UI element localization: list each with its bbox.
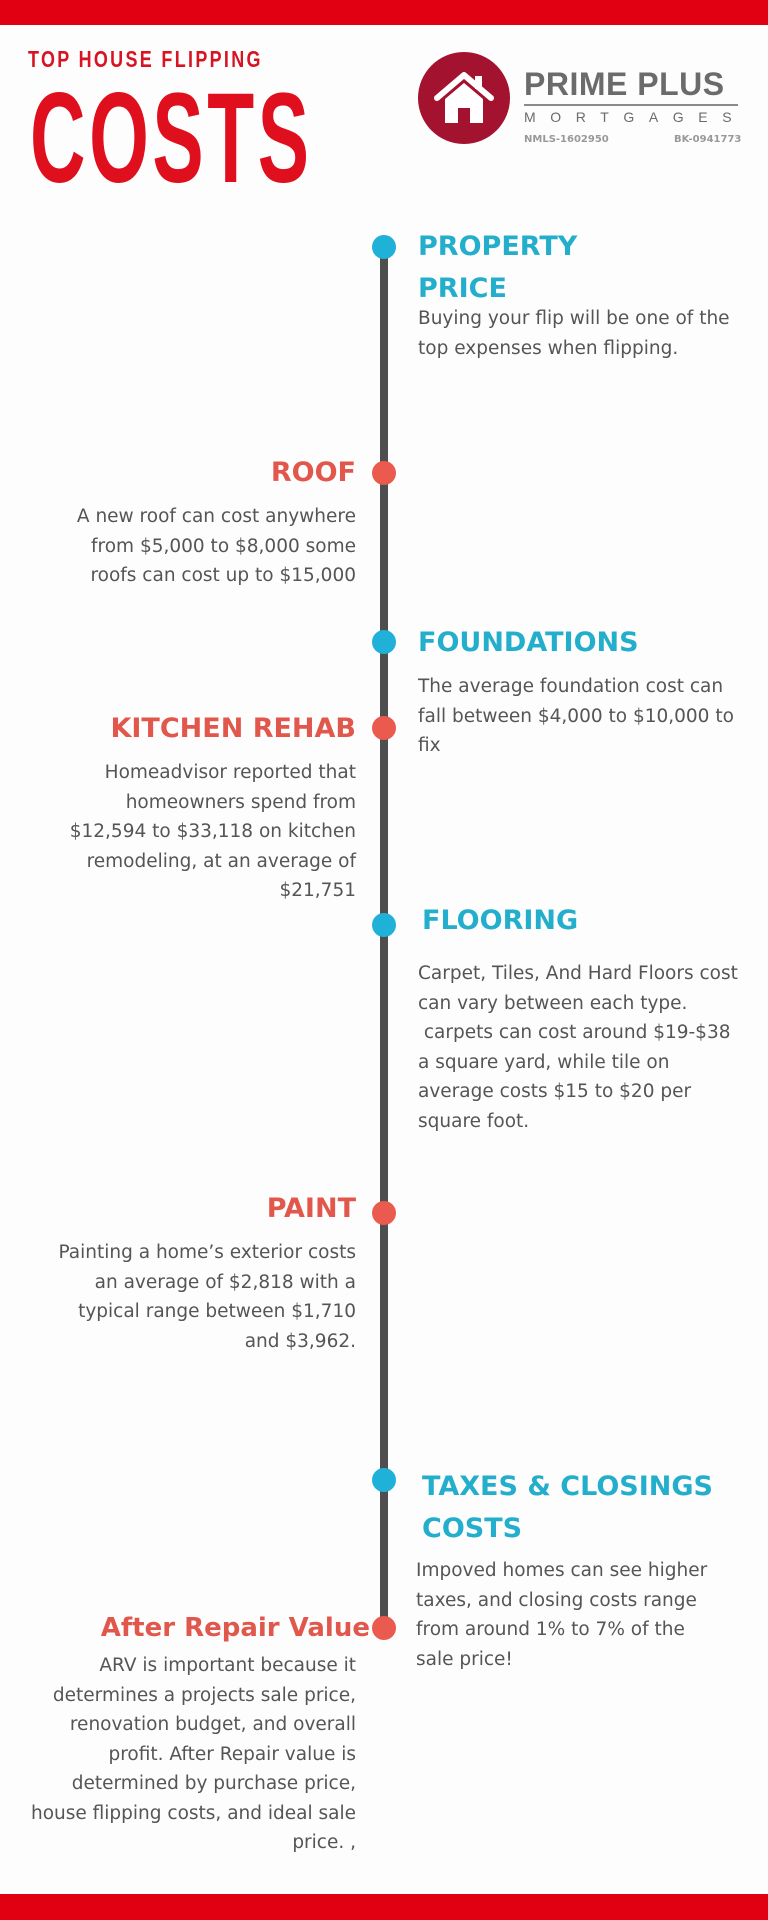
top-red-bar [0,0,768,25]
heading-kitchen-rehab: KITCHEN REHAB [110,713,356,744]
page-title: COSTS [30,67,313,210]
timeline-dot-after-repair-value [372,1616,396,1640]
timeline-dot-kitchen-rehab [372,716,396,740]
timeline-dot-foundations [372,630,396,654]
timeline-dot-taxes-closings [372,1468,396,1492]
page-subtitle: TOP HOUSE FLIPPING [28,46,263,72]
body-after-repair-value: ARV is important because it determines a projects sale price, renovation budget, and overall profit. After Repair value is determined by purchase price, house flipping costs, and ideal sale price. , [30,1655,356,1853]
nmls-number: NMLS-1602950 [524,134,609,145]
heading-after-repair-value: After Repair Value [100,1613,370,1643]
body-kitchen-rehab: Homeadvisor reported that homeowners spend from $12,594 to $33,118 on kitchen remodeling, at an average of $21,751 [69,762,356,901]
timeline-dot-paint [372,1201,396,1225]
heading-roof: ROOF [270,457,356,488]
logo-subtitle: MORTGAGES [524,109,747,125]
heading-paint: PAINT [266,1193,356,1224]
heading-taxes-closings: TAXES & CLOSINGS COSTS [422,1471,713,1544]
prime-plus-logo [418,52,748,152]
timeline-line [380,248,388,1630]
timeline-dot-property-price [372,235,396,259]
body-property-price: Buying your flip will be one of the top expenses when flipping. [418,308,730,359]
logo-name: PRIME PLUS [524,66,725,102]
bk-number: BK-0941773 [674,134,742,145]
heading-property-price: PROPERTY PRICE [418,231,578,304]
logo-divider [524,104,738,106]
logo-circle [418,52,510,144]
timeline-dot-flooring [372,913,396,937]
timeline-dot-roof [372,461,396,485]
bottom-red-bar [0,1894,768,1920]
heading-foundations: FOUNDATIONS [418,627,639,658]
body-foundations: The average foundation cost can fall between $4,000 to $10,000 to fix [418,676,734,756]
heading-flooring: FLOORING [422,905,579,936]
house-icon [433,70,495,126]
body-roof: A new roof can cost anywhere from $5,000 to $8,000 some roofs can cost up to $15,000 [76,506,356,586]
body-taxes-closings: Impoved homes can see higher taxes, and closing costs range from around 1% to 7% of the sale price! [416,1560,708,1670]
body-paint: Painting a home’s exterior costs an average of $2,818 with a typical range between $1,710 and $3,962. [58,1242,356,1352]
body-flooring: Carpet, Tiles, And Hard Floors cost can vary between each type. carpets can cost around $19-$38 a square yard, while tile on average costs $15 to $20 per square foot. [418,963,738,1132]
